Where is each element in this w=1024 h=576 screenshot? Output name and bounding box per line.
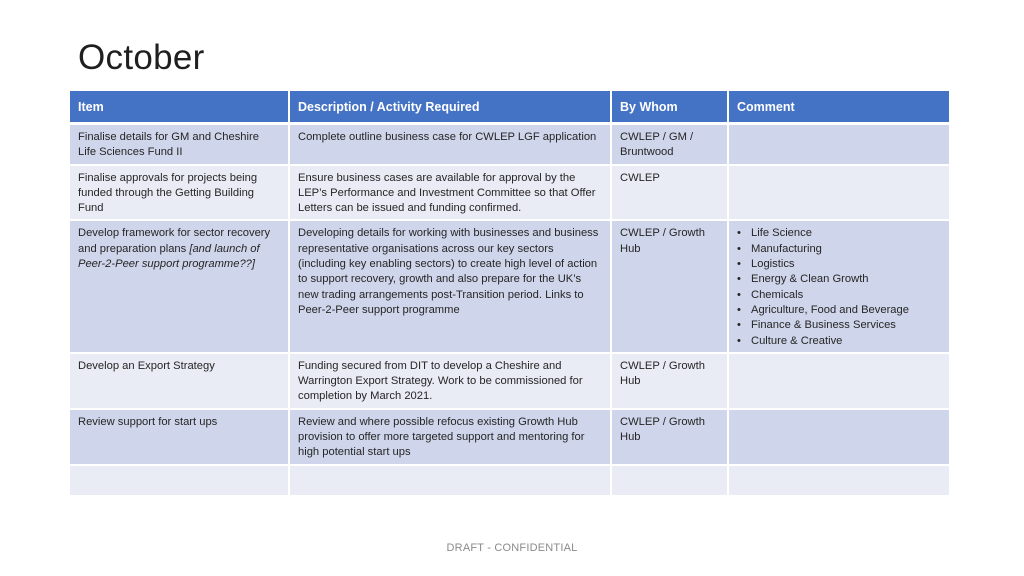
cell-description: Funding secured from DIT to develop a Cheshire and Warrington Export Strategy. Work to be commissioned for completion by March 2021. <box>289 353 611 409</box>
cell-description: Developing details for working with businesses and business representative organisations across our key sectors (including key enabling sectors) to create high level of action to support recovery, growth and also prepare for the UK’s new trading arrangements post-Transition period. Links to Peer-2-Peer support programme <box>289 220 611 352</box>
action-plan-table <box>70 91 949 497</box>
header-item: Item <box>70 91 289 124</box>
list-item: • Energy & Clean Growth <box>751 272 941 287</box>
cell-item: Review support for start ups <box>70 409 289 465</box>
cell-comment <box>728 220 949 352</box>
list-item: • Agriculture, Food and Beverage <box>751 303 941 318</box>
table-row <box>70 124 949 165</box>
cell-comment <box>728 165 949 221</box>
list-item: • Manufacturing <box>751 242 941 257</box>
cell-by-whom: CWLEP <box>611 165 728 221</box>
cell-description: Complete outline business case for CWLEP LGF application <box>289 124 611 165</box>
cell-item <box>70 465 289 496</box>
cell-item <box>70 220 289 352</box>
item-italic-note: [and launch of Peer-2-Peer support programme??] <box>78 242 260 271</box>
cell-by-whom <box>611 465 728 496</box>
cell-comment <box>728 124 949 165</box>
cell-by-whom: CWLEP / Growth Hub <box>611 353 728 409</box>
list-item: • Chemicals <box>751 288 941 303</box>
cell-by-whom: CWLEP / GM / Bruntwood <box>611 124 728 165</box>
cell-comment <box>728 465 949 496</box>
header-description: Description / Activity Required <box>289 91 611 124</box>
page-title: October <box>78 38 205 77</box>
table-row <box>70 465 949 496</box>
footer-confidential-note: DRAFT - CONFIDENTIAL <box>446 542 578 554</box>
cell-item: Finalise details for GM and Cheshire Life Sciences Fund II <box>70 124 289 165</box>
list-item: • Logistics <box>751 257 941 272</box>
cell-comment <box>728 353 949 409</box>
cell-by-whom: CWLEP / Growth Hub <box>611 220 728 352</box>
table-header-row <box>70 91 949 124</box>
list-item: • Life Science <box>751 226 941 241</box>
cell-description <box>289 465 611 496</box>
cell-by-whom: CWLEP / Growth Hub <box>611 409 728 465</box>
table-row <box>70 165 949 221</box>
cell-item: Develop an Export Strategy <box>70 353 289 409</box>
header-comment: Comment <box>728 91 949 124</box>
list-item: • Culture & Creative <box>751 334 941 349</box>
sector-list <box>737 226 941 348</box>
list-item: • Finance & Business Services <box>751 318 941 333</box>
header-by-whom: By Whom <box>611 91 728 124</box>
cell-item: Finalise approvals for projects being funded through the Getting Building Fund <box>70 165 289 221</box>
table-row <box>70 409 949 465</box>
item-text: Develop framework for sector recovery and preparation plans <box>78 227 271 255</box>
cell-description: Ensure business cases are available for approval by the LEP’s Performance and Investment Committee so that Offer Letters can be issued and funding confirmed. <box>289 165 611 221</box>
table-row <box>70 220 949 352</box>
table-row <box>70 353 949 409</box>
cell-description: Review and where possible refocus existing Growth Hub provision to offer more targeted support and mentoring for high potential start ups <box>289 409 611 465</box>
cell-comment <box>728 409 949 465</box>
